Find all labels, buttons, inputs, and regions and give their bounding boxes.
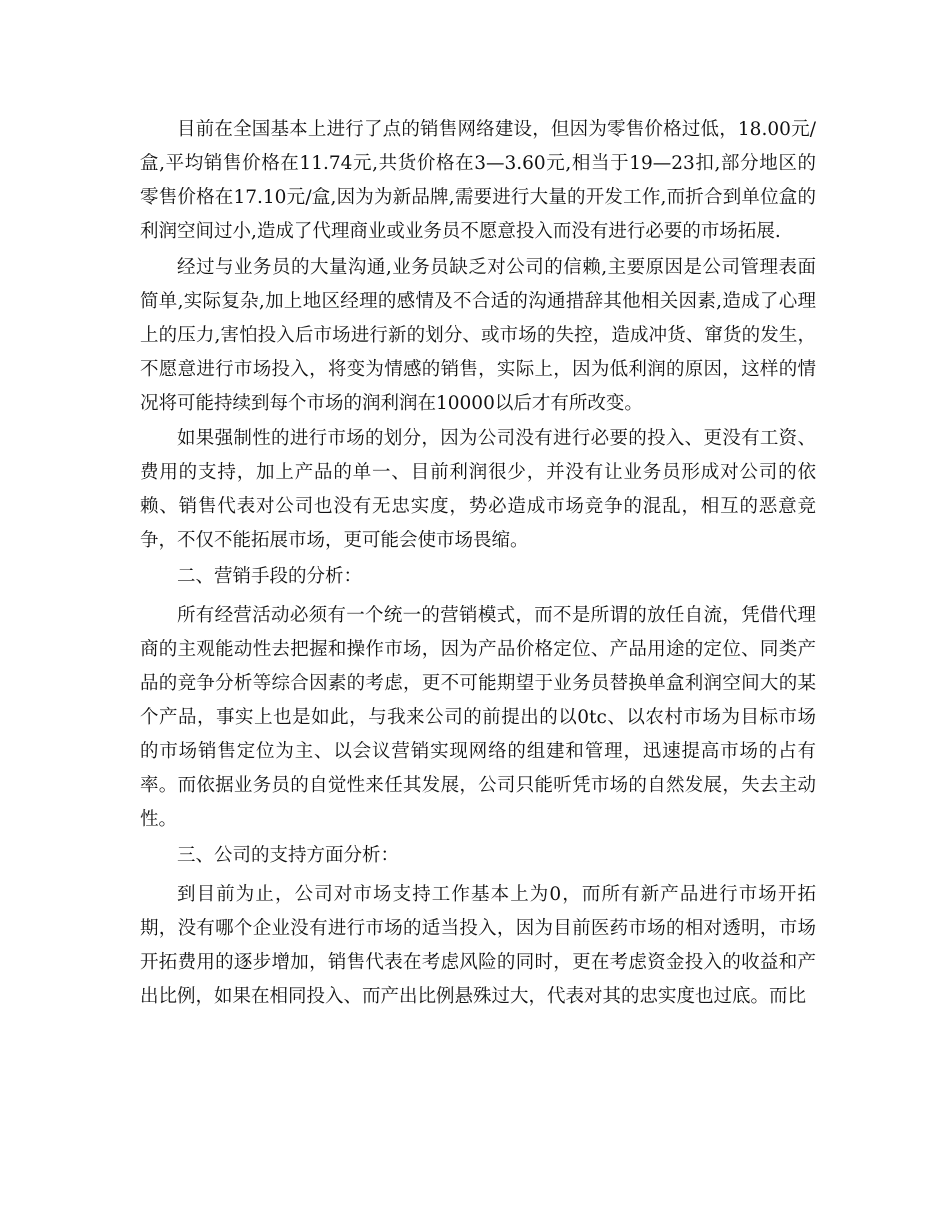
paragraph-marketing-model: 所有经营活动必须有一个统一的营销模式，而不是所谓的放任自流，凭借代理商的主观能动性去把握和操作市场，因为产品价格定位、产品用途的定位、同类产品的竞争分析等综合因素的考虑，更不可能期望于业务员替换单盒利润空间大的某个产品，事实上也是如此，与我来公司的前提出的以0tc、以农村市场为目标市场的市场销售定位为主、以会议营销实现网络的组建和管理，迅速提高市场的占有率。而依据业务员的自觉性来任其发展，公司只能听凭市场的自然发展，失去主动性。: [140, 605, 816, 830]
document-body: [140, 113, 816, 1016]
paragraph-market-division: 如果强制性的进行市场的划分，因为公司没有进行必要的投入、更没有工资、费用的支持，加上产品的单一、目前利润很少，并没有让业务员形成对公司的依赖、销售代表对公司也没有无忠实度，势必造成市场竞争的混乱，相互的恶意竞争，不仅不能拓展市场，更可能会使市场畏缩。: [140, 428, 816, 551]
paragraph-market-support: 到目前为止，公司对市场支持工作基本上为0，而所有新产品进行市场开拓期，没有哪个企业没有进行市场的适当投入，因为目前医药市场的相对透明，市场开拓费用的逐步增加，销售代表在考虑风险的同时，更在考虑资金投入的收益和产出比例，如果在相同投入、而产出比例悬殊过大，代表对其的忠实度也过底。而比: [140, 884, 816, 1007]
heading-company-support: 三、公司的支持方面分析：: [177, 844, 400, 866]
paragraph-retail-price: 目前在全国基本上进行了点的销售网络建设，但因为零售价格过低，18.00元/盒,平均销售价格在11.74元,共货价格在3—3.60元,相当于19—23扣,部分地区的零售价格在17.10元/盒,因为为新品牌,需要进行大量的开发工作,而折合到单位盒的利润空间过小,造成了代理商业或业务员不愿意投入而没有进行必要的市场拓展.: [140, 119, 816, 242]
heading-marketing-means: 二、营销手段的分析：: [177, 565, 363, 587]
paragraph-salesman-trust: 经过与业务员的大量沟通,业务员缺乏对公司的信赖,主要原因是公司管理表面简单,实际复杂,加上地区经理的感情及不合适的沟通措辞其他相关因素,造成了心理上的压力,害怕投入后市场进行新的划分、或市场的失控，造成冲货、窜货的发生，不愿意进行市场投入，将变为情感的销售，实际上，因为低利润的原因，这样的情况将可能持续到每个市场的润利润在10000以后才有所改变。: [140, 256, 816, 414]
